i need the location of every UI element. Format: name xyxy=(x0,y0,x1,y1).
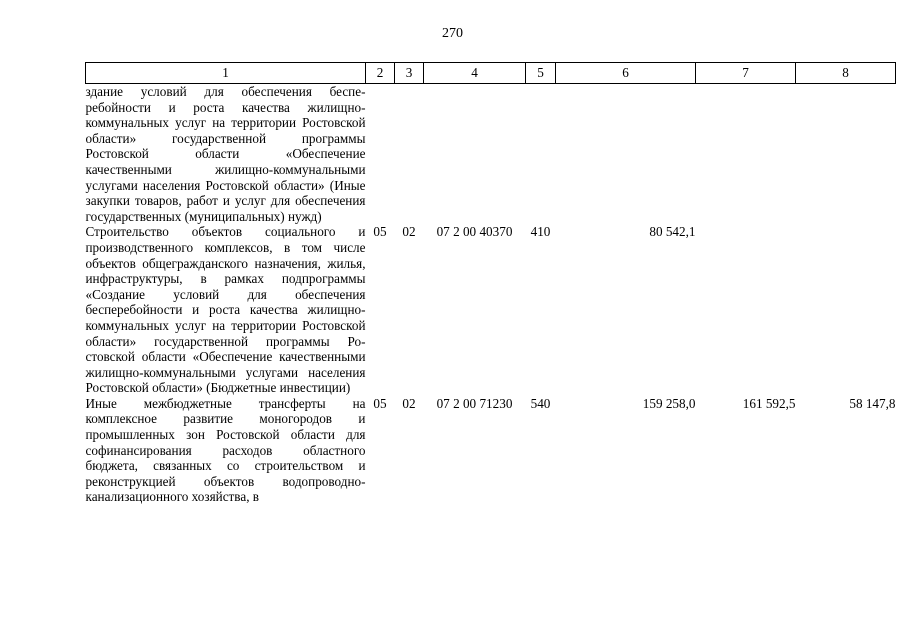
row-description: Строительство объектов социального и производственного комплексов, в том числе объектов общегражданского назначения, жилья, инфраструктуры, в рамках подпрограммы «Создание условий для обеспечения бесперебойности и роста качества жилищно-коммунальных услуг на территории Ростовской области» государственной программы Ростовской области «Обеспечение качественными жилищно-коммунальными услугами населения Ростовской области» (Бюджетные инвестиции) xyxy=(85,224,366,396)
cell-subsection: 02 xyxy=(402,224,416,240)
page-number: 270 xyxy=(442,26,463,41)
cell-section: 05 xyxy=(373,395,387,411)
cell-amount-year2: 161 592,5 xyxy=(742,395,796,411)
cell-expense-type: 410 xyxy=(530,224,551,240)
cell-target-article: 07 2 00 40370 xyxy=(436,224,513,240)
row-description: здание условий для обеспечения бесперебойности и роста качества жилищно-коммунальных услуг на территории Ростовской области» государственной программы Ростовской области «Обеспечение качественными жилищно-коммунальными услугами населения Ростовской области» (Иные закупки товаров, работ и услуг для обеспечения государственных (муниципальных) нужд) xyxy=(85,84,366,224)
table-row xyxy=(86,84,896,225)
column-header: 2 xyxy=(366,63,395,84)
cell-section: 05 xyxy=(373,224,387,240)
cell-subsection xyxy=(395,84,424,225)
cell-expense-type: 540 xyxy=(530,395,551,411)
cell-amount-year1: 80 542,1 xyxy=(649,224,696,240)
table-header-row xyxy=(86,63,896,84)
cell-subsection: 02 xyxy=(402,395,416,411)
column-header: 6 xyxy=(556,63,696,84)
cell-amount-year2 xyxy=(696,224,796,396)
cell-section xyxy=(366,84,395,225)
cell-target-article: 07 2 00 71230 xyxy=(436,395,513,411)
cell-amount-year3 xyxy=(796,84,896,225)
column-header: 4 xyxy=(424,63,526,84)
column-header: 7 xyxy=(696,63,796,84)
cell-target-article xyxy=(424,84,526,225)
table-row xyxy=(86,224,896,396)
cell-amount-year2 xyxy=(696,84,796,225)
budget-table xyxy=(85,62,896,505)
table-row xyxy=(86,396,896,505)
cell-expense-type xyxy=(526,84,556,225)
cell-amount-year3: 58 147,8 xyxy=(849,395,896,411)
row-description: Иные межбюджетные трансферты на комплексное развитие моногородов и промышленных зон Ростовской области для софинансирования расходов областного бюджета, связанных со строительством и реконструкцией объектов водопроводно-канализационного хозяйства, в xyxy=(85,395,366,505)
column-header: 5 xyxy=(526,63,556,84)
cell-amount-year1: 159 258,0 xyxy=(642,395,696,411)
cell-amount-year1 xyxy=(556,84,696,225)
column-header: 1 xyxy=(86,63,366,84)
column-header: 8 xyxy=(796,63,896,84)
column-header: 3 xyxy=(395,63,424,84)
cell-amount-year3 xyxy=(796,224,896,396)
